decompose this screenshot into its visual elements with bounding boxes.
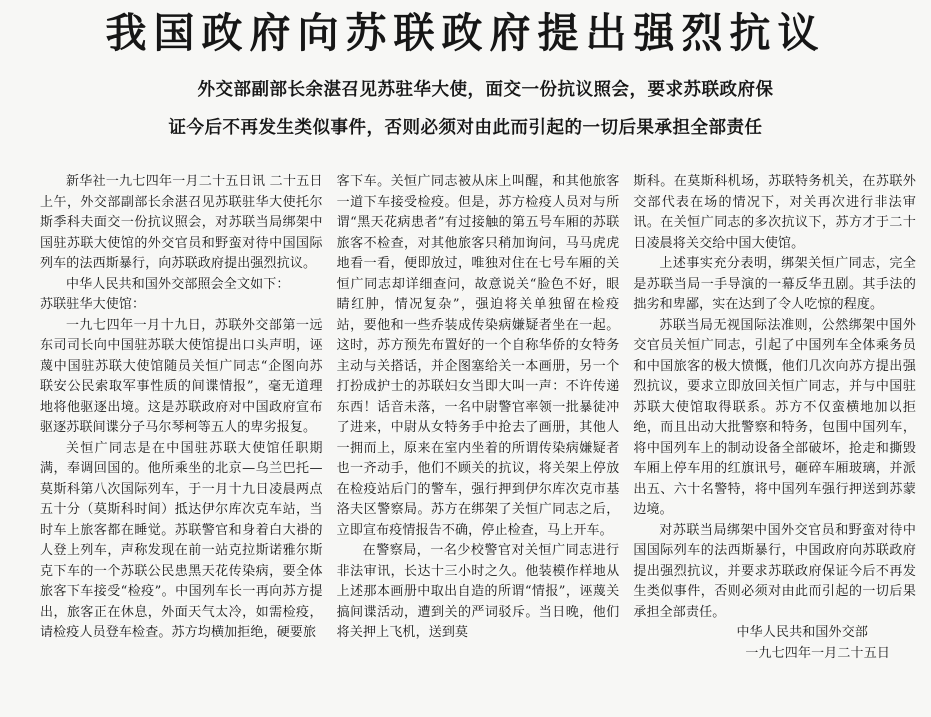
signature: 中华人民共和国外交部: [736, 625, 869, 640]
article-body: [40, 172, 916, 712]
article-paragraph: 苏联当局无视国际法准则，公然绑架中国外交官员关恒广同志，引起了中国列车全体乘务员和中国旅客的极大愤慨，他们几次向苏方提出强烈抗议，要求立即放回关恒广同志，并与中国驻苏联大使馆取得联系。苏方不仅蛮横地加以拒绝，而且出动大批警察和特务，包围中国列车，将中国列车上的制动设备全部破坏，抢走和撕毁车厢上停车用的红旗讯号，砸碎车厢玻璃，并派出五、六十名警特，将中国列车强行押送到苏蒙边境。: [633, 317, 917, 517]
subtitle-line-1: 外交部副部长余湛召见苏驻华大使，面交一份抗议照会，要求苏联政府保: [197, 80, 774, 100]
article-paragraph: 关恒广同志是在中国驻苏联大使馆任职期满，奉调回国的。他所乘坐的北京—乌兰巴托—莫斯科第八次国际列车，于一月十九日凌晨两点五十分（莫斯科时间）抵达伊尔库次克车站，当时车上旅客都在睡觉。苏联警官和身着白大褂的人登上列车，声称发现在前一站克拉斯诺雅尔斯克下车的一个苏联公民患黑天花传染病，要全体旅客下车接受“检疫”。中国列车长一再向苏方提出，旅客正在休息，外面天气太冷，如需检疫，请检疫人员登车检查。苏方均横加拒绝，硬要旅: [40, 440, 323, 640]
subtitle-line-2: 证今后不再发生类似事件，否则必须对由此而引起的一切后果承担全部责任: [168, 118, 763, 138]
article-paragraph: 中华人民共和国外交部照会全文如下：: [66, 276, 290, 292]
article-paragraph: 上述事实充分表明，绑架关恒广同志，完全是苏联当局一手导演的一幕反华丑剧。其手法的拙劣和卑鄙，实在达到了令人吃惊的程度。: [633, 256, 917, 312]
headline: 我国政府向苏联政府提出强烈抗议: [105, 9, 826, 57]
signature-date: 一九七四年一月二十五日: [745, 645, 891, 661]
article-paragraph: 斯科。在莫斯科机场，苏联特务机关，在苏联外交部代表在场的情况下，对关再次进行非法审讯。在关恒广同志的多次抗议下，苏方才于二十日凌晨将关交给中国大使馆。: [633, 174, 917, 251]
article-column-2: [337, 172, 620, 712]
article-paragraph: 客下车。关恒广同志被从床上叫醒，和其他旅客一道下车接受检疫。但是，苏方检疫人员对与所谓“黑天花病患者”有过接触的第五号车厢的苏联旅客不检查，对其他旅客只稍加询问，马马虎虎地看一看，便即放过，唯独对住在七号车厢的关恒广同志却详细查问，故意说关“脸色不好，眼睛红肿，情况复杂”，强迫将关单独留在检疫站，要他和一些乔装成传染病嫌疑者坐在一起。这时，苏方预先布置好的一个自称华侨的女特务主动与关搭话，并企图塞给关一本画册，另一个打扮成护士的苏联妇女当即大叫一声：不许传递东西！话音未落，一名中尉警官率领一批暴徒冲了进来，中尉从女特务手中抢去了画册，其他人一拥而上，原来在室内坐着的所谓传染病嫌疑者也一齐动手，他们不顾关的抗议，将关架上停放在检疫站后门的警车，强行押到伊尔库次克市基洛夫区警察局。苏方在绑架了关恒广同志之后，立即宣布疫情报告不确，停止检查，马上开车。: [336, 174, 620, 538]
article-paragraph: 对苏联当局绑架中国外交官员和野蛮对待中国国际列车的法西斯暴行，中国政府向苏联政府提出强烈抗议，并要求苏联政府保证今后不再发生类似事件，否则必须对由此而引起的一切后果承担全部责任。: [633, 522, 917, 620]
article-paragraph: 苏联驻华大使馆：: [40, 297, 146, 312]
article-column-1: [40, 172, 323, 712]
article-column-3: [633, 172, 916, 712]
article-paragraph: 新华社一九七四年一月二十五日讯 二十五日上午，外交部副部长余湛召见苏联驻华大使托尔斯季科夫面交一份抗议照会，对苏联当局绑架中国驻苏联大使馆的外交官员和野蛮对待中国国际列车的法西斯暴行，向苏联政府提出强烈抗议。: [40, 174, 323, 271]
article-paragraph: 在警察局，一名少校警官对关恒广同志进行非法审讯，长达十三小时之久。他装模作样地从上述那本画册中取出自造的所谓“情报”，诬蔑关搞间谍活动，遭到关的严词驳斥。当日晚，他们将关押上飞机，送到莫: [336, 543, 620, 640]
article-paragraph: 一九七四年一月十九日，苏联外交部第一远东司司长向中国驻苏联大使馆提出口头声明，诬蔑中国驻苏联大使馆随员关恒广同志“企图向苏联安公民索取军事性质的间谍情报”，毫无道理地将他驱逐出境。这是苏联政府对中国政府宣布驱逐苏联间谍分子马尔琴柯等五人的卑劣报复。: [40, 317, 323, 435]
